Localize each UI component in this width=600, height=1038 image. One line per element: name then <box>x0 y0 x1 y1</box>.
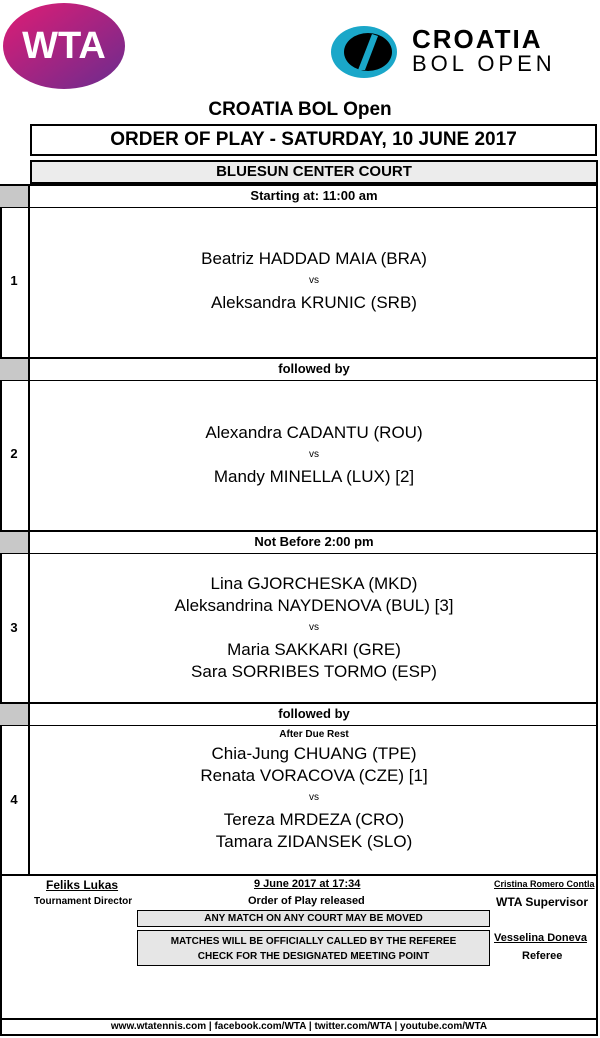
table-rule <box>0 725 598 726</box>
table-rule <box>0 553 598 554</box>
notice-referee-line-2: CHECK FOR THE DESIGNATED MEETING POINT <box>197 951 430 962</box>
vs-label: vs <box>309 275 319 286</box>
slot-marker <box>0 359 28 380</box>
wta-logo <box>2 2 126 90</box>
order-of-play-title: ORDER OF PLAY - SATURDAY, 10 JUNE 2017 <box>30 124 597 156</box>
match-note: After Due Rest <box>279 729 349 740</box>
match-4 <box>30 727 598 853</box>
tennis-ball-icon <box>328 22 398 80</box>
slot-marker <box>0 704 28 725</box>
vs-label: vs <box>309 792 319 803</box>
notice-referee-line-1: MATCHES WILL BE OFFICIALLY CALLED BY THE REFEREE <box>170 936 457 947</box>
player-name: Aleksandra KRUNIC (SRB) <box>211 293 417 312</box>
supervisor-title: WTA Supervisor <box>496 895 589 909</box>
match-number: 3 <box>10 620 18 635</box>
player-name: Maria SAKKARI (GRE) <box>227 640 401 659</box>
slot-time-label: Not Before 2:00 pm <box>254 534 374 549</box>
notice-match-moved: ANY MATCH ON ANY COURT MAY BE MOVED <box>137 910 490 927</box>
referee-name: Vesselina Doneva <box>494 932 587 944</box>
release-time: 9 June 2017 at 17:34 <box>254 878 361 890</box>
court-name: BLUESUN CENTER COURT <box>30 160 598 184</box>
vs-label: vs <box>309 622 319 633</box>
player-name: Sara SORRIBES TORMO (ESP) <box>191 662 437 681</box>
slot-marker <box>0 186 28 207</box>
table-rule <box>0 207 598 208</box>
player-name: Beatriz HADDAD MAIA (BRA) <box>201 249 427 268</box>
match-number: 2 <box>10 446 18 461</box>
match-1 <box>30 248 598 314</box>
slot-time-label: Starting at: 11:00 am <box>250 188 378 203</box>
court-schedule-table <box>0 160 598 876</box>
player-name: Renata VORACOVA (CZE) [1] <box>200 766 428 785</box>
tournament-title: CROATIA BOL Open <box>208 99 392 120</box>
slot-time-label: followed by <box>278 361 350 376</box>
player-name: Tereza MRDEZA (CRO) <box>223 810 405 829</box>
table-rule <box>0 380 598 381</box>
social-links-bar: www.wtatennis.com | facebook.com/WTA | twitter.com/WTA | youtube.com/WTA <box>0 1018 598 1036</box>
footer-border-left <box>0 876 2 1036</box>
player-name: Mandy MINELLA (LUX) [2] <box>213 467 415 486</box>
match-2 <box>30 422 598 488</box>
player-name: Alexandra CADANTU (ROU) <box>205 423 423 442</box>
croatia-bol-open-logo <box>328 22 590 80</box>
director-title: Tournament Director <box>34 896 133 907</box>
match-3 <box>30 573 598 683</box>
referee-title: Referee <box>522 950 563 962</box>
player-name: Tamara ZIDANSEK (SLO) <box>215 832 413 851</box>
event-logo-name: CROATIA <box>412 24 543 54</box>
player-name: Lina GJORCHESKA (MKD) <box>210 574 418 593</box>
director-name: Feliks Lukas <box>46 878 119 892</box>
slot-time-label: followed by <box>278 706 350 721</box>
footer-border-right <box>596 876 598 1036</box>
footer <box>0 876 600 1038</box>
release-label: Order of Play released <box>248 895 365 907</box>
notice-referee <box>137 930 490 966</box>
supervisor-name: Cristina Romero Contla <box>494 879 595 889</box>
event-logo-sub: BOL OPEN <box>412 51 556 76</box>
vs-label: vs <box>309 449 319 460</box>
wta-logo-text: WTA <box>22 25 106 67</box>
player-name: Chia-Jung CHUANG (TPE) <box>211 744 417 763</box>
player-name: Aleksandrina NAYDENOVA (BUL) [3] <box>174 596 454 615</box>
slot-marker <box>0 532 28 553</box>
match-number: 1 <box>10 273 18 288</box>
match-number: 4 <box>10 792 18 807</box>
